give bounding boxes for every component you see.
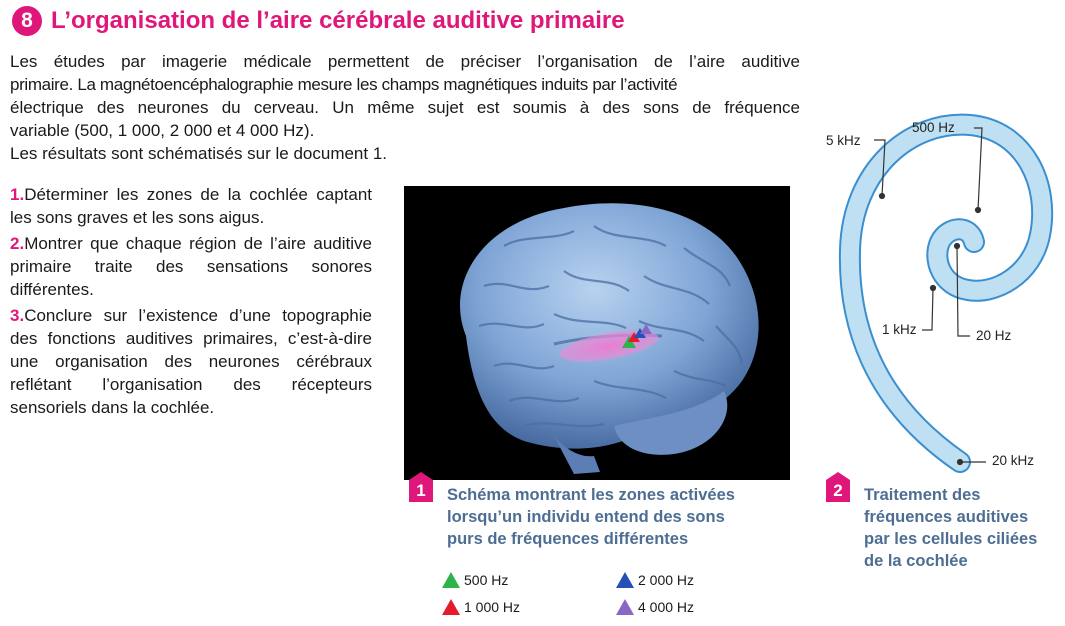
intro-line: Les études par imagerie médicale permettent de préciser l’organisation de l’aire auditive xyxy=(10,52,800,71)
caption-line: fréquences auditives xyxy=(864,508,1029,526)
doc2-badge xyxy=(826,472,850,502)
question-text: Montrer que chaque région de l’aire auditive primaire traite des sensations sonores différentes. xyxy=(10,234,372,299)
caption-line: Traitement des xyxy=(864,486,981,504)
caption-line: lorsqu’un individu entend des sons xyxy=(447,508,725,526)
triangle-blue-icon xyxy=(616,572,634,588)
section-title xyxy=(12,6,625,36)
legend-item-2000hz xyxy=(616,572,694,588)
triangle-green-icon xyxy=(442,572,460,588)
legend-label: 1 000 Hz xyxy=(464,599,521,615)
question-number: 2. xyxy=(10,234,25,253)
label-500hz: 500 Hz xyxy=(912,120,955,135)
question-text: Conclure sur l’existence d’une topographie des fonctions auditives primaires, c’est-à-dire une organisation des neurones cérébraux reflétant l’organisation des récepteurs sensoriels dans la cochlée. xyxy=(10,306,372,417)
legend-item-4000hz xyxy=(616,599,694,615)
question-item xyxy=(10,183,372,229)
legend-label: 500 Hz xyxy=(464,572,509,588)
cochlea-spiral xyxy=(800,100,1065,485)
question-number: 1. xyxy=(10,185,25,204)
question-number: 3. xyxy=(10,306,25,325)
intro-line: variable (500, 1 000, 2 000 et 4 000 Hz). xyxy=(10,121,315,140)
brain-illustration xyxy=(404,186,790,480)
legend-label: 2 000 Hz xyxy=(638,572,695,588)
caption-line: purs de fréquences différentes xyxy=(447,530,689,548)
doc1-badge xyxy=(409,472,433,502)
legend-item-500hz xyxy=(442,572,508,588)
legend-item-1000hz xyxy=(442,599,520,615)
intro-line: électrique des neurones du cerveau. Un même sujet est soumis à des sons de fréquence xyxy=(10,98,800,117)
label-5khz: 5 kHz xyxy=(826,133,861,148)
caption-line: par les cellules ciliées xyxy=(864,530,1038,548)
triangle-purple-icon xyxy=(616,599,634,615)
doc1-number: 1 xyxy=(416,481,426,500)
page-title: L’organisation de l’aire cérébrale auditive primaire xyxy=(51,7,625,34)
question-item xyxy=(10,232,372,301)
caption-line: de la cochlée xyxy=(864,552,968,570)
question-text: Déterminer les zones de la cochlée captant les sons graves et les sons aigus. xyxy=(10,185,372,227)
cochlea-diagram xyxy=(800,100,1065,485)
intro-paragraph xyxy=(10,50,800,165)
brain-image xyxy=(404,186,790,480)
label-20hz: 20 Hz xyxy=(976,328,1012,343)
intro-line: primaire. La magnétoencéphalographie mesure les champs magnétiques induits par l’activité xyxy=(10,75,678,94)
label-1khz: 1 kHz xyxy=(882,322,917,337)
intro-line: Les résultats sont schématisés sur le document 1. xyxy=(10,144,388,163)
legend-label: 4 000 Hz xyxy=(638,599,695,615)
doc2-number: 2 xyxy=(833,481,843,500)
label-20khz: 20 kHz xyxy=(992,453,1035,468)
question-item xyxy=(10,304,372,419)
section-number-badge: 8 xyxy=(12,6,42,36)
caption-line: Schéma montrant les zones activées xyxy=(447,486,735,504)
doc2-caption xyxy=(864,484,1037,572)
question-list xyxy=(10,183,372,422)
doc1-caption xyxy=(447,484,735,550)
triangle-red-icon xyxy=(442,599,460,615)
